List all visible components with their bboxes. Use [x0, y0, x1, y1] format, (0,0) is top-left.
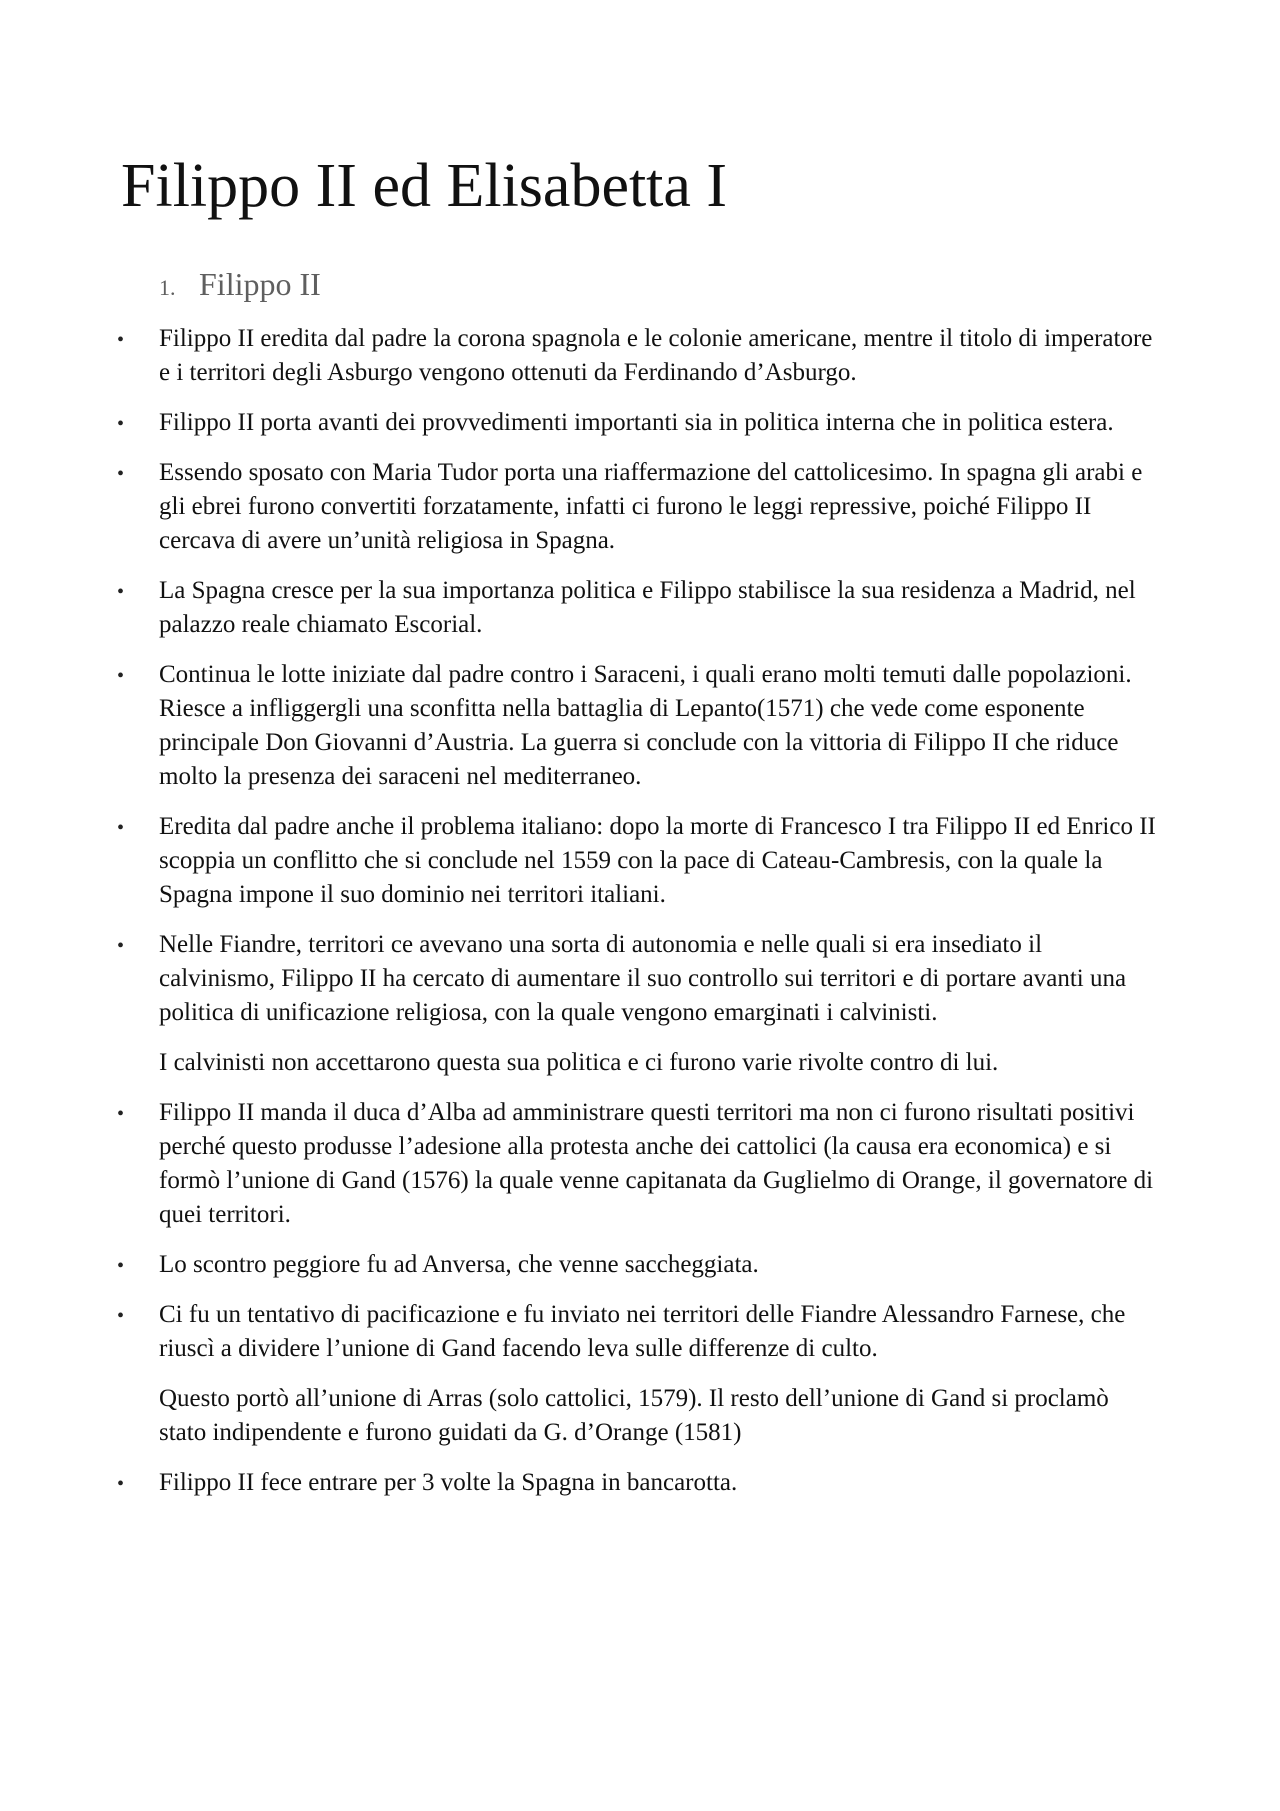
- continuation-paragraph: I calvinisti non accettarono questa sua politica e ci furono varie rivolte contro di lui.: [159, 1049, 999, 1076]
- paragraph-text: Filippo II porta avanti dei provvedimenti importanti sia in politica interna che in politica estera.: [159, 409, 1114, 436]
- paragraph-text: Filippo II fece entrare per 3 volte la Spagna in bancarotta.: [159, 1469, 738, 1496]
- bullet-icon: •: [117, 463, 125, 485]
- page-title: Filippo II ed Elisabetta I: [121, 152, 728, 220]
- bullet-list: [0, 322, 1280, 1516]
- bullet-icon: •: [117, 935, 125, 957]
- bullet-icon: •: [117, 329, 125, 351]
- list-item: [0, 406, 1159, 440]
- bullet-icon: •: [117, 413, 125, 435]
- paragraph-text: Filippo II manda il duca d’Alba ad amministrare questi territori ma non ci furono risultati positivi perché questo produsse l’adesione alla protesta anche dei cattolici (la causa era economica) e si formò l’unione di Gand (1576) la quale venne capitanata da Guglielmo di Orange, il governatore di quei territori.: [159, 1099, 1154, 1228]
- paragraph-text: Eredita dal padre anche il problema italiano: dopo la morte di Francesco I tra Filippo II ed Enrico II scoppia un conflitto che si conclude nel 1559 con la pace di Cateau-Cambresis, con la quale la Spagna impone il suo dominio nei territori italiani.: [159, 813, 1156, 908]
- list-item: [0, 574, 1159, 642]
- list-item: [0, 1096, 1159, 1232]
- list-item: [0, 1248, 1159, 1282]
- list-item: [0, 1298, 1159, 1366]
- paragraph-text: La Spagna cresce per la sua importanza politica e Filippo stabilisce la sua residenza a Madrid, nel palazzo reale chiamato Escorial.: [159, 577, 1136, 638]
- section-heading: [159, 262, 321, 310]
- list-item: [0, 810, 1159, 912]
- list-item: [0, 1466, 1159, 1500]
- paragraph-text: Nelle Fiandre, territori ce avevano una sorta di autonomia e nelle quali si era insediato il calvinismo, Filippo II ha cercato di aumentare il suo controllo sui territori e di portare avanti una politica di unificazione religiosa, con la quale vengono emarginati i calvinisti.: [159, 931, 1127, 1026]
- list-item: [0, 322, 1159, 390]
- paragraph-text: Essendo sposato con Maria Tudor porta una riaffermazione del cattolicesimo. In spagna gli arabi e gli ebrei furono convertiti forzatamente, infatti ci furono le leggi repressive, poiché Filippo II cercava di avere un’unità religiosa in Spagna.: [159, 459, 1143, 554]
- list-item: [0, 928, 1159, 1030]
- bullet-icon: •: [117, 581, 125, 603]
- paragraph-text: Ci fu un tentativo di pacificazione e fu inviato nei territori delle Fiandre Alessandro Farnese, che riuscì a dividere l’unione di Gand facendo leva sulle differenze di culto.: [159, 1301, 1126, 1362]
- section-title: Filippo II: [199, 266, 321, 302]
- bullet-icon: •: [117, 817, 125, 839]
- bullet-icon: •: [117, 665, 125, 687]
- list-item: [0, 658, 1159, 794]
- continuation-paragraph: Questo portò all’unione di Arras (solo cattolici, 1579). Il resto dell’unione di Gand si proclamò stato indipendente e furono guidati da G. d’Orange (1581): [159, 1385, 1109, 1446]
- section-number: 1.: [159, 275, 176, 300]
- bullet-icon: •: [117, 1103, 125, 1125]
- bullet-icon: •: [117, 1305, 125, 1327]
- list-item: [0, 456, 1159, 558]
- bullet-icon: •: [117, 1473, 125, 1495]
- bullet-icon: •: [117, 1255, 125, 1277]
- paragraph-text: Lo scontro peggiore fu ad Anversa, che venne saccheggiata.: [159, 1251, 759, 1278]
- paragraph-text: Continua le lotte iniziate dal padre contro i Saraceni, i quali erano molti temuti dalle popolazioni. Riesce a infliggergli una sconfitta nella battaglia di Lepanto(1571) che vede come esponente principale Don Giovanni d’Austria. La guerra si conclude con la vittoria di Filippo II che riduce molto la presenza dei saraceni nel mediterraneo.: [159, 661, 1132, 790]
- paragraph-text: Filippo II eredita dal padre la corona spagnola e le colonie americane, mentre il titolo di imperatore e i territori degli Asburgo vengono ottenuti da Ferdinando d’Asburgo.: [159, 325, 1153, 386]
